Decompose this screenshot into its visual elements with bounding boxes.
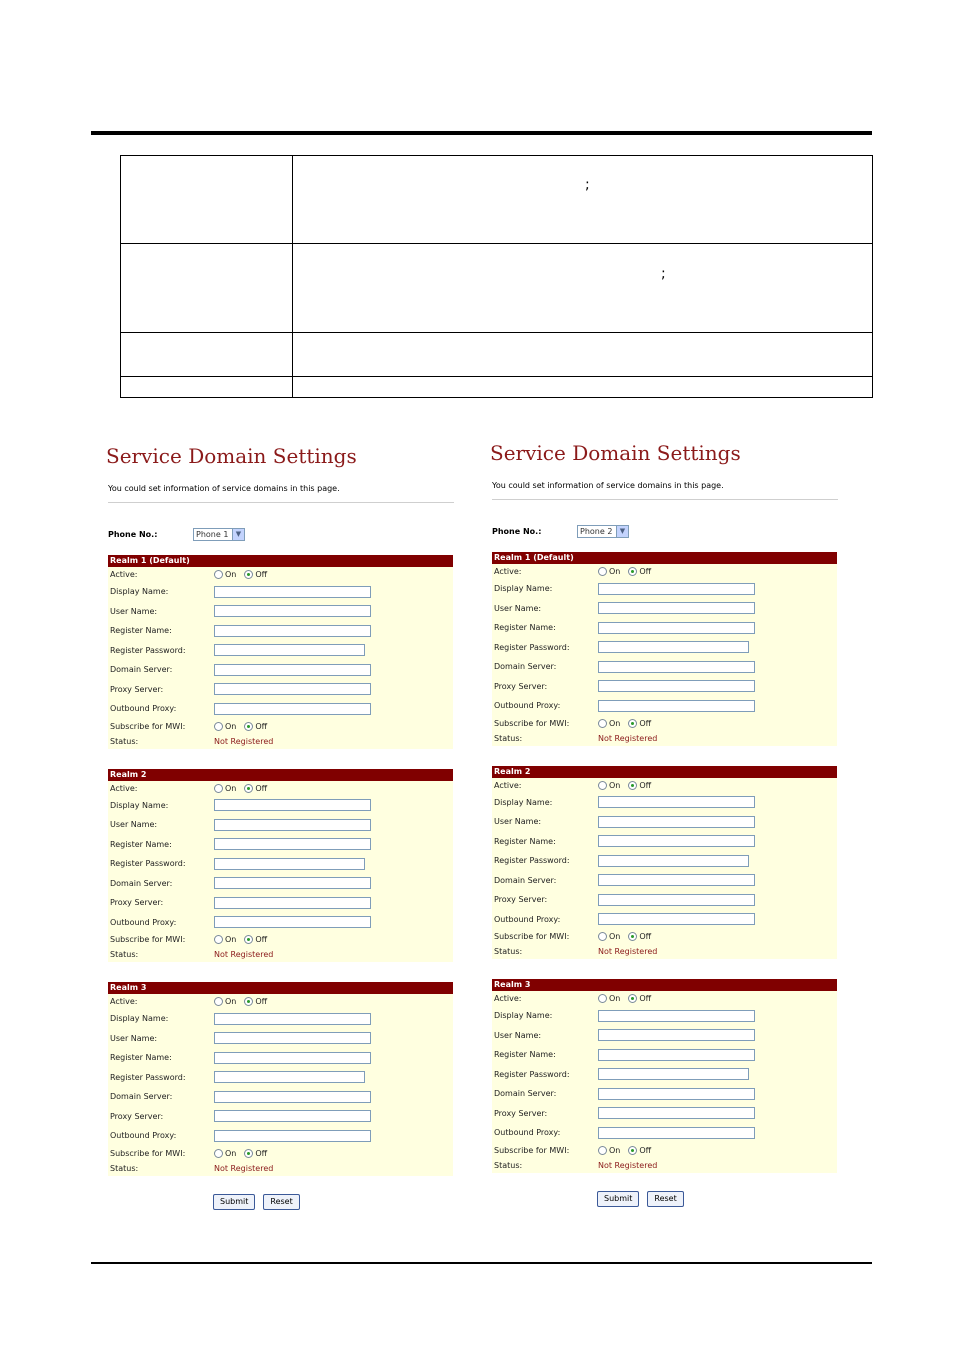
field-label: Outbound Proxy:	[494, 1128, 561, 1138]
radio-off[interactable]	[628, 994, 637, 1003]
radio-label: Off	[639, 780, 652, 790]
info-cell	[293, 244, 873, 333]
radio-label: On	[609, 780, 621, 790]
radio-off[interactable]	[244, 935, 253, 944]
radio-off[interactable]	[628, 781, 637, 790]
radio-on[interactable]	[214, 784, 223, 793]
field-label: Status:	[110, 950, 139, 959]
realm-3-section	[492, 979, 837, 1173]
field-label: Register Password:	[494, 856, 570, 866]
phone-row	[108, 525, 458, 543]
status-row	[108, 947, 453, 962]
field-label: User Name:	[110, 1033, 158, 1043]
register-name-row	[108, 835, 453, 855]
proxy-server-input[interactable]	[598, 680, 755, 692]
radio-label: Off	[639, 932, 652, 941]
register-password-input[interactable]	[214, 644, 365, 656]
radio-on[interactable]	[598, 781, 607, 790]
display-name-input[interactable]	[214, 799, 371, 811]
chevron-down-icon[interactable]: ▼	[616, 526, 628, 537]
proxy-server-input[interactable]	[214, 1110, 371, 1122]
radio-label: On	[225, 1148, 237, 1158]
proxy-server-row	[492, 677, 837, 697]
field-label: Status:	[110, 1163, 139, 1173]
radio-label: Off	[255, 997, 268, 1006]
field-label: Register Name:	[494, 1050, 556, 1060]
radio-on[interactable]	[214, 570, 223, 579]
field-label: Active:	[494, 780, 522, 790]
display-name-row	[108, 1009, 453, 1029]
radio-off[interactable]	[628, 932, 637, 941]
realm-1-section	[492, 552, 837, 746]
domain-server-row	[108, 660, 453, 680]
outbound-proxy-input[interactable]	[598, 1127, 755, 1139]
display-name-input[interactable]	[598, 1010, 755, 1022]
user-name-input[interactable]	[598, 602, 755, 614]
subscribe-mwi-row	[492, 1143, 837, 1158]
radio-off[interactable]	[628, 1146, 637, 1155]
register-name-input[interactable]	[598, 622, 755, 634]
proxy-server-input[interactable]	[598, 894, 755, 906]
field-label: Proxy Server:	[110, 898, 164, 908]
display-name-input[interactable]	[598, 796, 755, 808]
register-password-input[interactable]	[598, 855, 749, 867]
register-name-input[interactable]	[214, 1052, 371, 1064]
user-name-row	[492, 812, 837, 832]
status-value: Not Registered	[214, 736, 274, 746]
active-row	[108, 567, 453, 582]
radio-label: On	[225, 721, 237, 731]
status-row	[492, 731, 837, 746]
radio-off[interactable]	[244, 784, 253, 793]
register-name-input[interactable]	[214, 838, 371, 850]
subscribe-mwi-row	[108, 1146, 453, 1161]
field-label: Subscribe for MWI:	[110, 721, 186, 731]
register-name-row	[492, 1045, 837, 1065]
register-password-row	[108, 854, 453, 874]
realm-header: Realm 1 (Default)	[108, 555, 453, 567]
domain-server-row	[108, 1087, 453, 1107]
info-cell	[293, 156, 873, 244]
radio-label: On	[609, 567, 621, 576]
submit-button[interactable]: Submit	[597, 1191, 639, 1207]
form-buttons	[492, 1191, 842, 1207]
field-label: Domain Server:	[110, 665, 173, 675]
domain-server-input[interactable]	[214, 877, 371, 889]
radio-label: On	[225, 570, 237, 579]
proxy-server-row	[492, 1104, 837, 1124]
field-label: Domain Server:	[494, 875, 557, 885]
field-label: Subscribe for MWI:	[494, 718, 570, 728]
phone-label: Phone No.:	[492, 526, 542, 536]
realm-3-section	[108, 982, 453, 1176]
register-name-input[interactable]	[598, 1049, 755, 1061]
register-password-input[interactable]	[214, 858, 365, 870]
proxy-server-row	[492, 890, 837, 910]
realm-header: Realm 1 (Default)	[492, 552, 837, 564]
register-password-input[interactable]	[598, 641, 749, 653]
active-row	[492, 778, 837, 793]
status-row	[492, 944, 837, 959]
domain-server-input[interactable]	[214, 664, 371, 676]
proxy-server-input[interactable]	[214, 897, 371, 909]
field-label: User Name:	[494, 1030, 542, 1040]
radio-on[interactable]	[214, 997, 223, 1006]
user-name-row	[108, 1029, 453, 1049]
status-value: Not Registered	[214, 950, 274, 959]
field-label: User Name:	[494, 603, 542, 613]
radio-label: Off	[255, 1148, 268, 1158]
proxy-server-input[interactable]	[214, 683, 371, 695]
info-text: ;	[585, 177, 590, 193]
display-name-input[interactable]	[214, 1013, 371, 1025]
display-name-input[interactable]	[214, 586, 371, 598]
outbound-proxy-row	[108, 1126, 453, 1146]
outbound-proxy-row	[108, 699, 453, 719]
radio-label: On	[609, 932, 621, 941]
field-label: Proxy Server:	[494, 681, 548, 691]
display-name-row	[108, 796, 453, 816]
radio-label: Off	[255, 721, 268, 731]
field-label: Proxy Server:	[110, 1111, 164, 1121]
chevron-down-icon[interactable]: ▼	[232, 529, 244, 540]
outbound-proxy-row	[492, 696, 837, 716]
field-label: Register Password:	[494, 1069, 570, 1079]
subscribe-mwi-row	[492, 929, 837, 944]
info-text: ;	[661, 266, 666, 282]
subscribe-mwi-row	[108, 932, 453, 947]
realm-header: Realm 2	[108, 769, 453, 781]
radio-label: On	[609, 1145, 621, 1155]
field-label: Domain Server:	[494, 662, 557, 672]
register-name-input[interactable]	[598, 835, 755, 847]
submit-button[interactable]: Submit	[213, 1194, 255, 1210]
radio-off[interactable]	[244, 997, 253, 1006]
radio-label: On	[225, 997, 237, 1006]
phone-select-value: Phone 1	[196, 529, 229, 539]
field-label: Proxy Server:	[494, 895, 548, 905]
radio-off[interactable]	[244, 1149, 253, 1158]
field-label: Domain Server:	[494, 1089, 557, 1099]
domain-server-row	[492, 1084, 837, 1104]
outbound-proxy-input[interactable]	[214, 916, 371, 928]
realm-2-section	[108, 769, 453, 963]
proxy-server-row	[108, 680, 453, 700]
field-label: Display Name:	[110, 1014, 169, 1024]
field-label: Outbound Proxy:	[494, 701, 561, 711]
info-cell	[121, 244, 293, 333]
field-label: Subscribe for MWI:	[110, 935, 186, 944]
user-name-input[interactable]	[214, 1032, 371, 1044]
active-row	[108, 994, 453, 1009]
field-label: Display Name:	[494, 797, 553, 807]
proxy-server-input[interactable]	[598, 1107, 755, 1119]
register-password-row	[108, 641, 453, 661]
display-name-row	[492, 579, 837, 599]
register-name-row	[108, 621, 453, 641]
page-title: Service Domain Settings	[490, 441, 741, 465]
reset-button[interactable]: Reset	[263, 1194, 299, 1210]
field-label: User Name:	[110, 606, 158, 616]
field-label: Status:	[494, 947, 523, 956]
field-label: Status:	[110, 736, 139, 746]
radio-label: Off	[255, 570, 268, 579]
display-name-row	[492, 793, 837, 813]
realm-1-section	[108, 555, 453, 749]
field-label: Active:	[110, 783, 138, 793]
radio-on[interactable]	[214, 935, 223, 944]
field-label: Proxy Server:	[494, 1108, 548, 1118]
bottom-rule	[91, 1262, 872, 1264]
user-name-row	[492, 1026, 837, 1046]
info-cell	[293, 333, 873, 377]
phone-label: Phone No.:	[108, 529, 158, 539]
field-label: Register Name:	[110, 1053, 172, 1063]
domain-server-row	[492, 871, 837, 891]
radio-off[interactable]	[628, 567, 637, 576]
radio-off[interactable]	[244, 570, 253, 579]
outbound-proxy-row	[108, 913, 453, 933]
realm-header: Realm 2	[492, 766, 837, 778]
field-label: User Name:	[110, 820, 158, 830]
radio-label: Off	[639, 994, 652, 1003]
active-row	[108, 781, 453, 796]
domain-server-row	[492, 657, 837, 677]
radio-on[interactable]	[598, 932, 607, 941]
radio-label: Off	[639, 1145, 652, 1155]
status-value: Not Registered	[598, 947, 658, 956]
status-row	[492, 1158, 837, 1173]
user-name-input[interactable]	[598, 1029, 755, 1041]
field-label: Status:	[494, 733, 523, 743]
field-label: Register Name:	[494, 836, 556, 846]
field-label: Active:	[110, 570, 138, 579]
active-row	[492, 564, 837, 579]
page-description: You could set information of service domains in this page.	[492, 481, 724, 490]
top-rule	[91, 131, 872, 135]
display-name-row	[108, 582, 453, 602]
page-title: Service Domain Settings	[106, 444, 357, 468]
field-label: Register Password:	[110, 1072, 186, 1082]
radio-on[interactable]	[214, 722, 223, 731]
info-cell	[121, 333, 293, 377]
radio-label: On	[225, 783, 237, 793]
proxy-server-row	[108, 893, 453, 913]
outbound-proxy-input[interactable]	[598, 913, 755, 925]
user-name-input[interactable]	[214, 605, 371, 617]
domain-server-row	[108, 874, 453, 894]
field-label: Domain Server:	[110, 878, 173, 888]
radio-off[interactable]	[244, 722, 253, 731]
info-cell	[121, 156, 293, 244]
settings-panel-phone-2	[492, 441, 842, 1207]
status-row	[108, 734, 453, 749]
field-label: Register Name:	[494, 623, 556, 633]
proxy-server-row	[108, 1107, 453, 1127]
info-cell	[121, 377, 293, 398]
display-name-input[interactable]	[598, 583, 755, 595]
info-cell	[293, 377, 873, 398]
phone-select[interactable]	[193, 528, 245, 541]
radio-on[interactable]	[598, 719, 607, 728]
field-label: Register Password:	[110, 859, 186, 869]
radio-label: On	[225, 935, 237, 944]
register-name-row	[492, 618, 837, 638]
field-label: Outbound Proxy:	[494, 914, 561, 924]
field-label: Subscribe for MWI:	[494, 932, 570, 941]
register-password-row	[492, 851, 837, 871]
register-name-row	[492, 832, 837, 852]
field-label: Register Name:	[110, 626, 172, 636]
radio-on[interactable]	[598, 567, 607, 576]
field-label: Display Name:	[494, 584, 553, 594]
field-label: Register Password:	[494, 642, 570, 652]
radio-on[interactable]	[214, 1149, 223, 1158]
outbound-proxy-row	[492, 910, 837, 930]
phone-select-value: Phone 2	[580, 526, 613, 536]
register-password-row	[492, 638, 837, 658]
field-label: Display Name:	[110, 800, 169, 810]
register-password-input[interactable]	[214, 1071, 365, 1083]
subscribe-mwi-row	[492, 716, 837, 731]
radio-label: On	[609, 718, 621, 728]
radio-label: Off	[255, 935, 268, 944]
field-label: Register Password:	[110, 645, 186, 655]
realm-2-section	[492, 766, 837, 960]
field-label: Register Name:	[110, 839, 172, 849]
field-label: Active:	[494, 567, 522, 576]
realm-header: Realm 3	[492, 979, 837, 991]
phone-select[interactable]	[577, 525, 629, 538]
register-password-input[interactable]	[598, 1068, 749, 1080]
radio-label: Off	[639, 567, 652, 576]
register-name-input[interactable]	[214, 625, 371, 637]
reset-button[interactable]: Reset	[647, 1191, 683, 1207]
settings-panel-phone-1	[108, 444, 458, 1210]
status-row	[108, 1161, 453, 1176]
domain-server-input[interactable]	[598, 661, 755, 673]
field-label: Domain Server:	[110, 1092, 173, 1102]
realm-header: Realm 3	[108, 982, 453, 994]
field-label: Display Name:	[110, 587, 169, 597]
field-label: Subscribe for MWI:	[494, 1145, 570, 1155]
user-name-row	[492, 599, 837, 619]
field-label: Subscribe for MWI:	[110, 1148, 186, 1158]
register-name-row	[108, 1048, 453, 1068]
user-name-input[interactable]	[214, 819, 371, 831]
field-label: Display Name:	[494, 1011, 553, 1021]
radio-off[interactable]	[628, 719, 637, 728]
field-label: Proxy Server:	[110, 684, 164, 694]
radio-label: Off	[255, 783, 268, 793]
status-value: Not Registered	[214, 1163, 274, 1173]
domain-server-input[interactable]	[598, 1088, 755, 1100]
separator	[108, 502, 454, 503]
active-row	[492, 991, 837, 1006]
field-label: Status:	[494, 1160, 523, 1170]
domain-server-input[interactable]	[214, 1091, 371, 1103]
register-password-row	[108, 1068, 453, 1088]
form-buttons	[108, 1194, 458, 1210]
outbound-proxy-input[interactable]	[214, 1130, 371, 1142]
display-name-row	[492, 1006, 837, 1026]
field-label: Outbound Proxy:	[110, 704, 177, 714]
radio-on[interactable]	[598, 994, 607, 1003]
radio-label: On	[609, 994, 621, 1003]
field-label: Outbound Proxy:	[110, 1131, 177, 1141]
status-value: Not Registered	[598, 1160, 658, 1170]
subscribe-mwi-row	[108, 719, 453, 734]
field-label: Active:	[110, 997, 138, 1006]
field-label: Outbound Proxy:	[110, 917, 177, 927]
domain-server-input[interactable]	[598, 874, 755, 886]
outbound-proxy-input[interactable]	[214, 703, 371, 715]
user-name-row	[108, 602, 453, 622]
page-description: You could set information of service domains in this page.	[108, 484, 340, 493]
user-name-row	[108, 815, 453, 835]
outbound-proxy-row	[492, 1123, 837, 1143]
user-name-input[interactable]	[598, 816, 755, 828]
field-label: Active:	[494, 994, 522, 1003]
outbound-proxy-input[interactable]	[598, 700, 755, 712]
register-password-row	[492, 1065, 837, 1085]
status-value: Not Registered	[598, 733, 658, 743]
radio-on[interactable]	[598, 1146, 607, 1155]
info-table	[120, 155, 873, 398]
radio-label: Off	[639, 718, 652, 728]
phone-row	[492, 522, 842, 540]
field-label: User Name:	[494, 817, 542, 827]
separator	[492, 499, 838, 500]
